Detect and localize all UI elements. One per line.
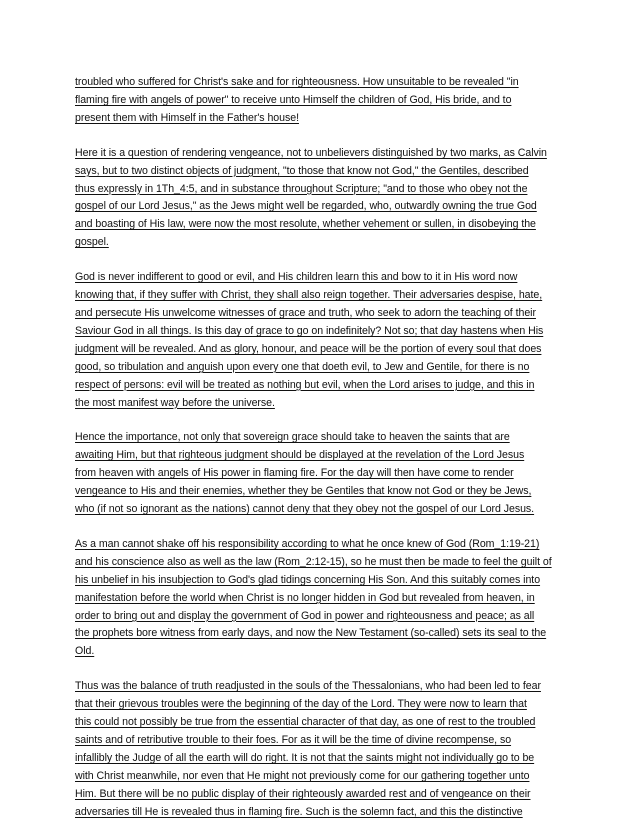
text-line: Thus was the balance of truth readjusted in the souls of the Thessalonians, who had been led to fear [75,680,541,693]
text-line: flaming fire with angels of power" to receive unto Himself the children of God, His bride, and to [75,93,512,106]
text-line: Here it is a question of rendering vengeance, not to unbelievers distinguished by two marks, as Calvin [75,146,547,159]
text-line: judgment will be revealed. And as glory, honour, and peace will be the portion of every soul that does [75,342,542,355]
text-line: gospel of our Lord Jesus," as the Jews might well be regarded, who, outwardly owning the true God [75,200,537,213]
text-line: As a man cannot shake off his responsibility according to what he once knew of God (Rom_1:19-21) [75,537,540,550]
paragraph-3 [75,269,618,412]
text-line: Old. [75,645,95,658]
text-line: gospel. [75,236,109,249]
text-line: knowing that, if they suffer with Christ, they shall also reign together. Their adversaries despise, hate, [75,289,543,302]
text-line: God is never indifferent to good or evil, and His children learn this and bow to it in His word now [75,271,518,284]
text-line: and persecute His unwelcome witnesses of grace and truth, who seek to adorn the teaching of their [75,306,536,319]
text-line: and boasting of His law, were now the most resolute, whether vehement or sullen, in disobeying the [75,218,536,231]
text-line: manifestation before the world when Christ is no longer hidden in God but revealed from heaven, in [75,591,535,604]
text-line: order to bring out and display the government of God in power and righteousness and peace; as all [75,609,535,622]
paragraph-2 [75,145,618,252]
paragraph-6 [75,678,618,821]
text-line: infallibly the Judge of all the earth will do right. It is not that the saints might not individually go to be [75,751,535,764]
text-line: the most manifest way before the universe. [75,396,275,409]
paragraph-1 [75,74,618,128]
text-line: present them with Himself in the Father's house! [75,111,299,124]
text-line: says, but to two distinct objects of judgment, "to those that know not God," the Gentiles, described [75,164,529,177]
text-line: Hence the importance, not only that sovereign grace should take to heaven the saints that are [75,431,510,444]
paragraph-5 [75,536,618,661]
text-line: the prophets bore witness from early days, and now the New Testament (so-called) sets its seal to the [75,627,547,640]
paragraph-4 [75,429,618,519]
text-line: Saviour God in all things. Is this day of grace to go on indefinitely? Not so; that day hastens when His [75,324,544,337]
text-line: saints and of retributive trouble to their foes. For as it will be the time of divine recompense, so [75,734,512,746]
text-line: respect of persons: evil will be treated as nothing but evil, when the Lord arises to judge, and this in [75,378,535,391]
text-line: with Christ meanwhile, nor even that He might not previously come for our gathering together unto [75,769,530,782]
text-line: that their grievous troubles were the beginning of the day of the Lord. They were now to learn that [75,698,527,711]
text-line: troubled who suffered for Christ's sake and for righteousness. How unsuitable to be revealed "in [75,76,519,88]
text-line: his unbelief in his insubjection to God's glad tidings concerning His Son. And this suitably comes into [75,573,541,586]
text-line: good, so tribulation and anguish upon every one that doeth evil, to Jew and Gentile, for there is no [75,360,530,373]
text-line: and his conscience also as well as the law (Rom_2:12-15), so he must then be made to feel the guilt of [75,555,552,568]
text-line: this could not possibly be true from the essential character of that day, as one of rest to the troubled [75,716,536,729]
text-line: awaiting Him, but that righteous judgment should be displayed at the revelation of the Lord Jesus [75,449,525,462]
text-line: thus expressly in 1Th_4:5, and in substance throughout Scripture; "and to those who obey not the [75,182,528,195]
text-line: who (if not so ignorant as the nations) cannot deny that they obey not the gospel of our Lord Jesus. [75,503,535,516]
text-line: adversaries till He is revealed thus in flaming fire. Such is the solemn fact, and this the distinctive [75,805,523,818]
text-line: Him. But there will be no public display of their righteously awarded rest and of vengeance on their [75,787,531,800]
text-line: vengeance to His and their enemies, whether they be Gentiles that know not God or they be Jews, [75,485,532,498]
text-line: from heaven with angels of His power in flaming fire. For the day will then have come to render [75,467,514,480]
